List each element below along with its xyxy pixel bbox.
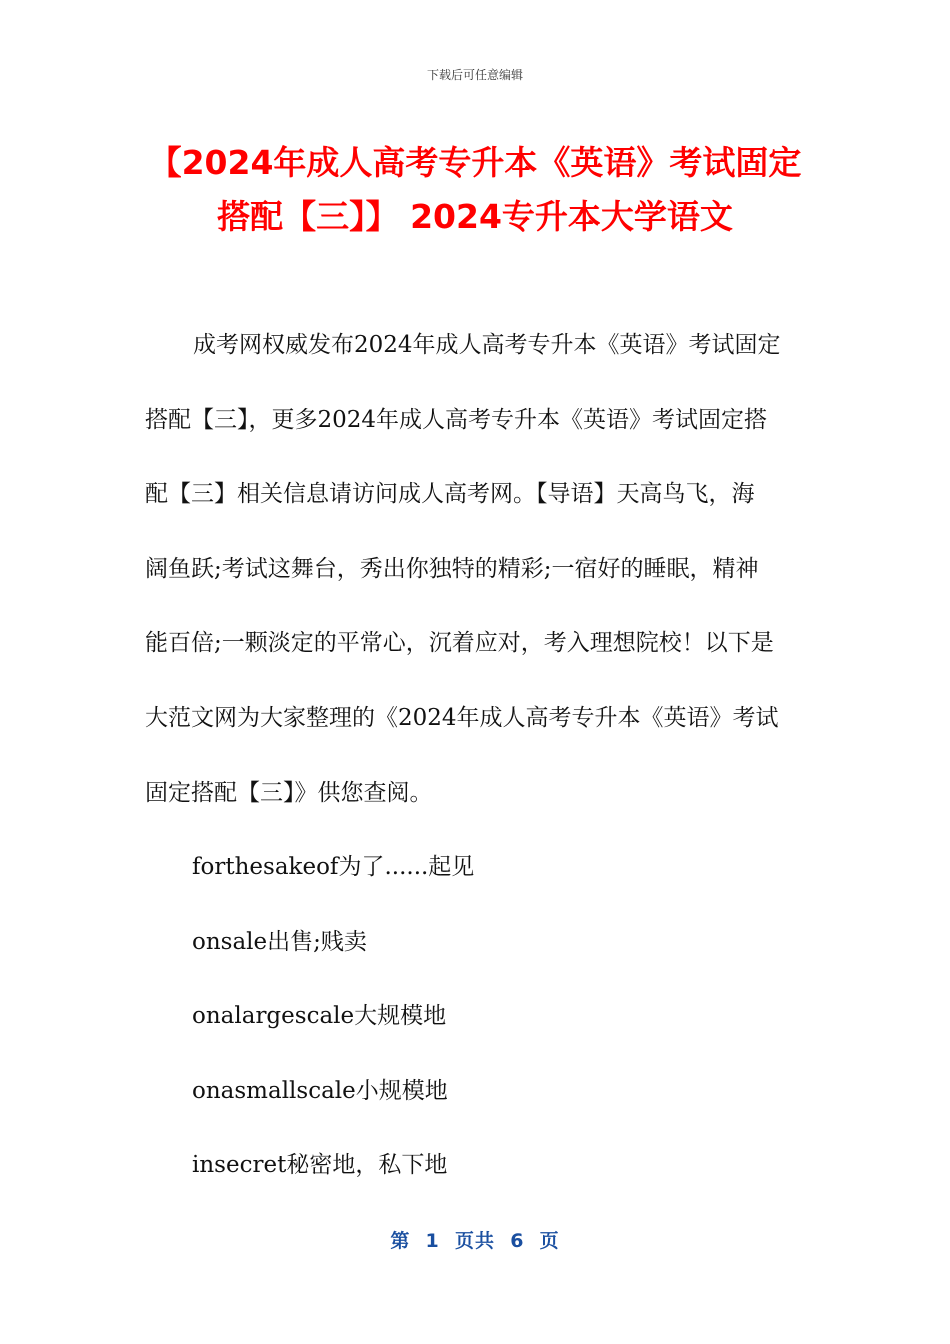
phrase-item: onasmallscale小规模地 (192, 1077, 448, 1104)
intro-line: 阔鱼跃;考试这舞台，秀出你独特的精彩;一宿好的睡眠，精神 (145, 555, 759, 582)
intro-line: 搭配【三】，更多2024年成人高考专升本《英语》考试固定搭 (145, 406, 768, 433)
phrase-item: onsale出售;贱卖 (192, 928, 367, 955)
intro-line: 能百倍;一颗淡定的平常心，沉着应对，考入理想院校！以下是 (145, 630, 774, 657)
intro-line: 配【三】相关信息请访问成人高考网。【导语】天高鸟飞，海 (145, 481, 755, 508)
intro-line: 成考网权威发布2024年成人高考专升本《英语》考试固定 (193, 332, 781, 358)
phrase-item: insecret秘密地，私下地 (192, 1152, 448, 1179)
intro-paragraph (145, 330, 805, 852)
phrase-item: forthesakeof为了......起见 (192, 854, 475, 880)
phrase-item: onalargescale大规模地 (192, 1003, 447, 1030)
page-number-footer: 第 1 页共 6 页 (390, 1230, 560, 1252)
title-line-2: 搭配【三】】 2024专升本大学语文 (217, 197, 733, 236)
document-title (110, 136, 840, 244)
phrase-list (192, 852, 832, 1225)
title-line-1: 【2024年成人高考专升本《英语》考试固定 (148, 143, 802, 182)
download-note: 下载后可任意编辑 (426, 68, 523, 82)
intro-line: 大范文网为大家整理的《2024年成人高考专升本《英语》考试 (145, 704, 779, 731)
intro-line: 固定搭配【三】》供您查阅。 (145, 779, 433, 806)
